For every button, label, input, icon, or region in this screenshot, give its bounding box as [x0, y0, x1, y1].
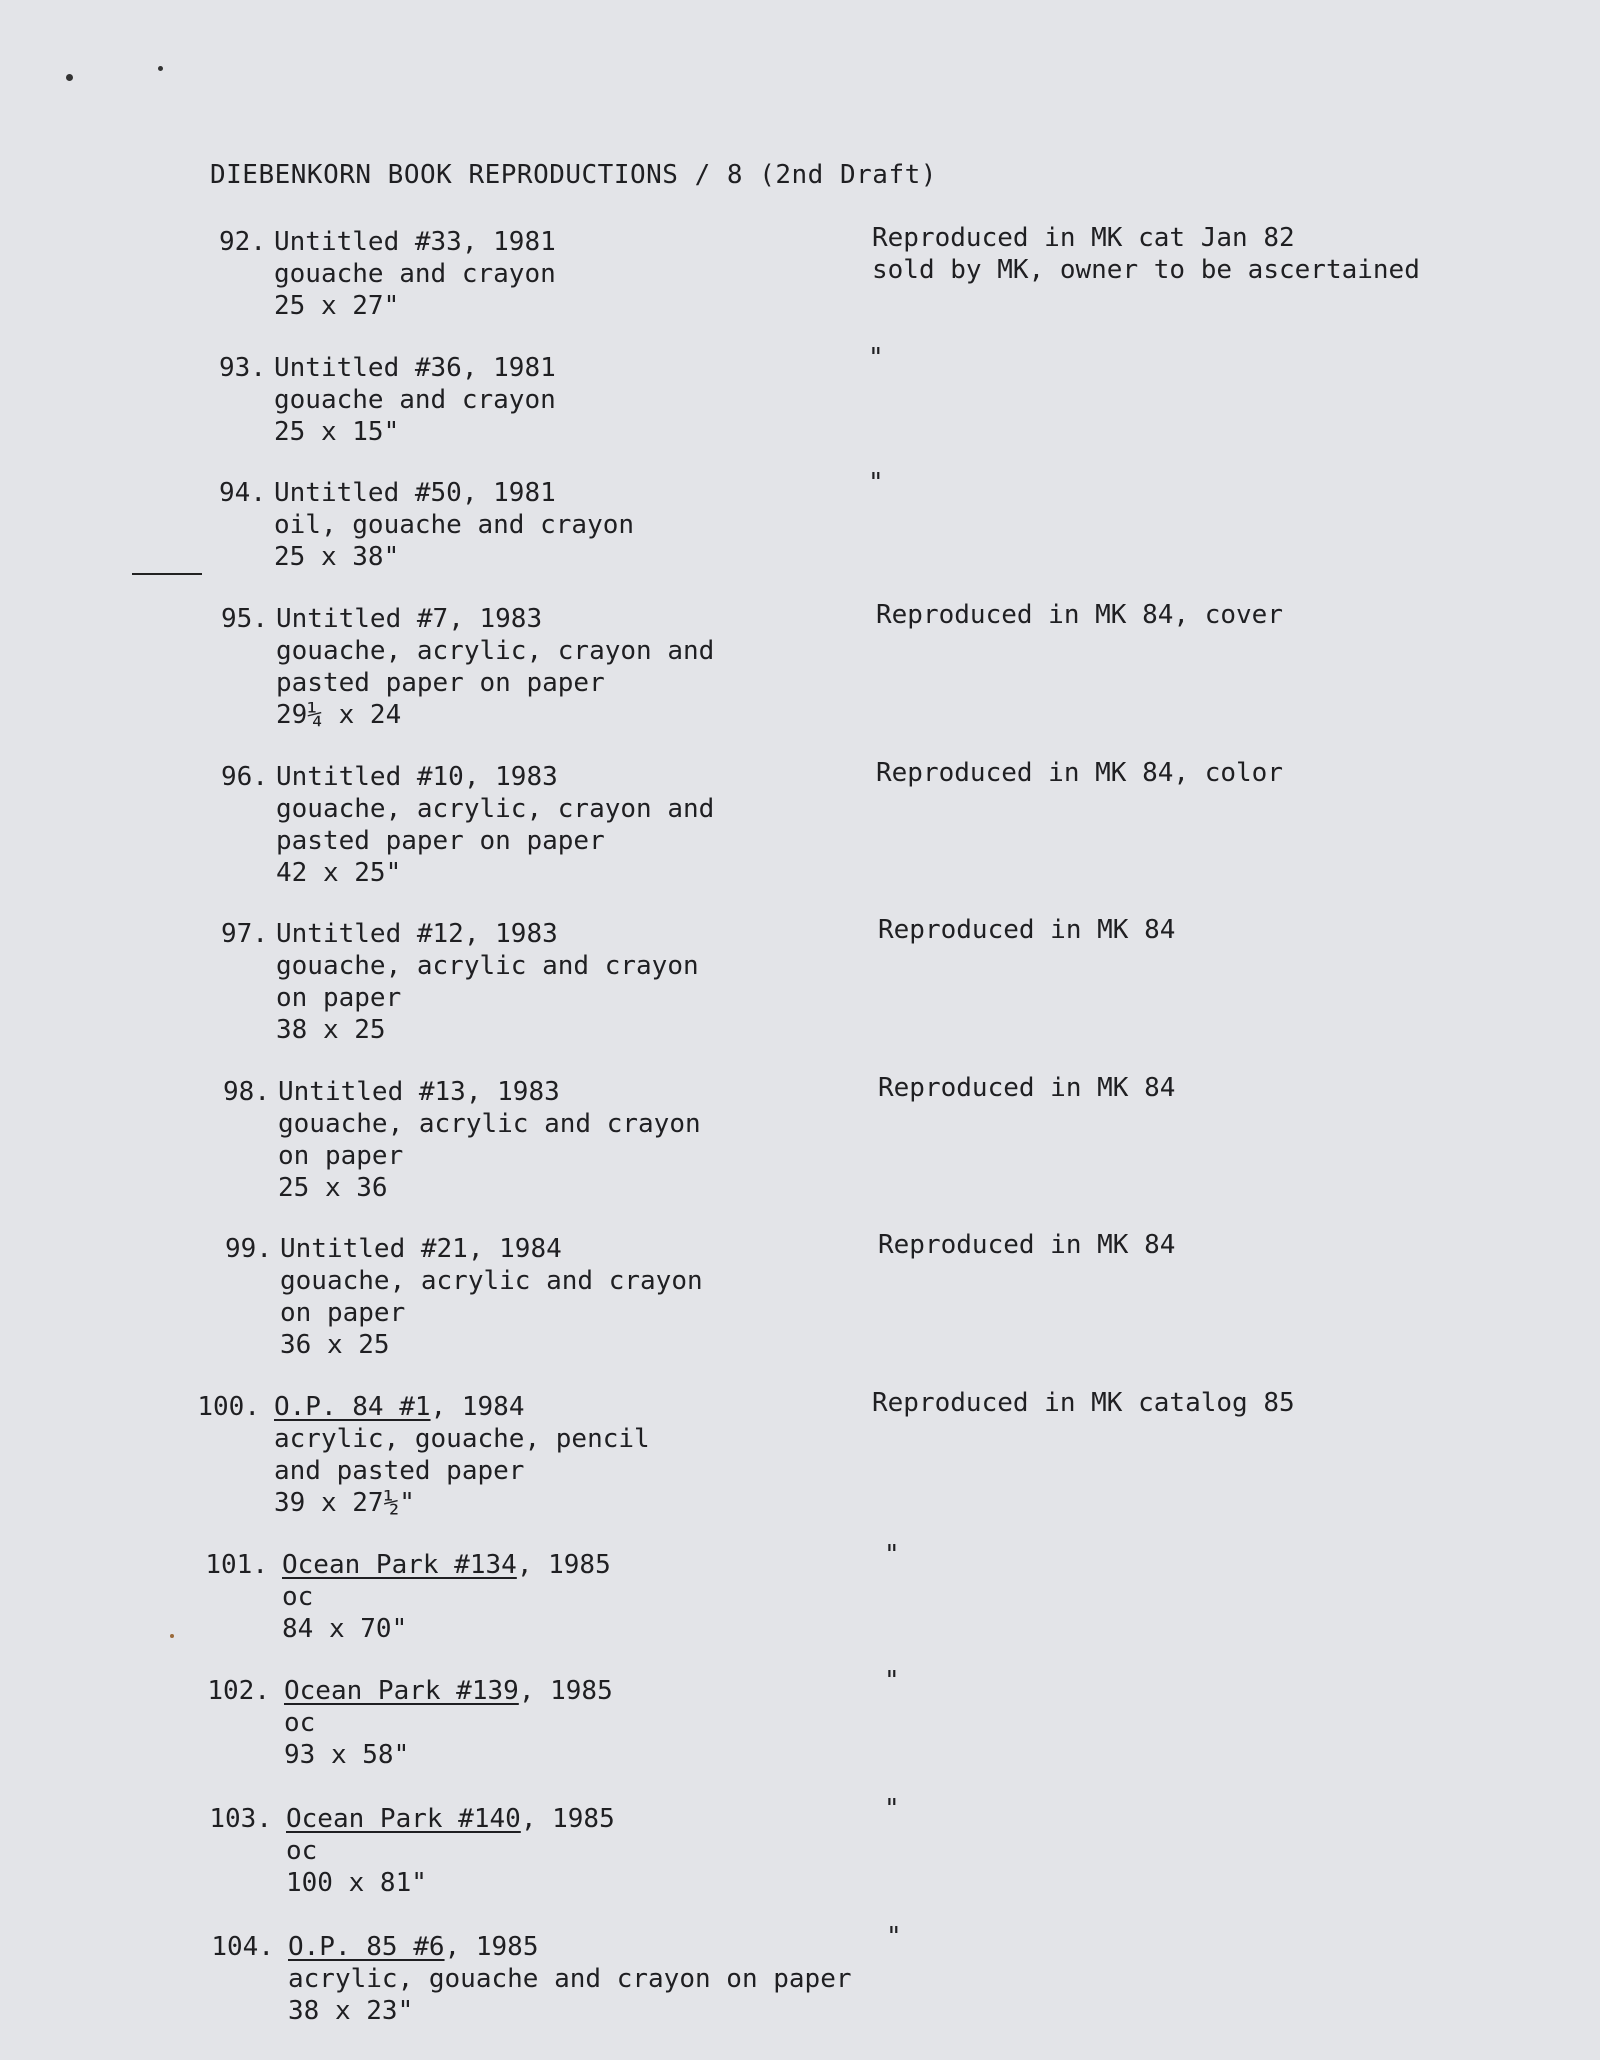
artwork-year: , 1981 [461, 227, 556, 257]
ditto-mark: " [884, 1666, 900, 1696]
artwork-year: , 1983 [463, 919, 558, 949]
artwork-dimensions: 38 x 23" [288, 1996, 414, 2026]
entry-number: 102. [207, 1676, 270, 1706]
ditto-mark: " [886, 1922, 902, 1952]
artwork-title: Ocean Park #139 [284, 1676, 519, 1706]
entry-number: 99. [225, 1234, 272, 1264]
entry-description [276, 603, 714, 731]
artwork-title: O.P. 85 #6 [288, 1932, 445, 1962]
artwork-title: Untitled #10 [276, 762, 464, 792]
entry-number: 103. [209, 1804, 272, 1834]
artwork-dimensions: 25 x 38" [274, 542, 400, 572]
artwork-medium: gouache, acrylic and crayon [278, 1109, 701, 1139]
entry-description [282, 1549, 611, 1645]
artwork-year: , 1983 [465, 1077, 560, 1107]
artwork-title: Ocean Park #140 [286, 1804, 521, 1834]
artwork-dimensions: 25 x 27" [274, 291, 400, 321]
artwork-title: Untitled #12 [276, 919, 464, 949]
entry-description [284, 1675, 613, 1771]
artwork-medium: on paper [276, 983, 402, 1013]
artwork-medium: gouache and crayon [274, 385, 556, 415]
ditto-mark: " [884, 1540, 900, 1570]
ditto-mark: " [884, 1794, 900, 1824]
ditto-mark: " [868, 343, 884, 373]
artwork-medium: oc [282, 1582, 314, 1612]
artwork-year: , 1985 [518, 1676, 613, 1706]
page-title: DIEBENKORN BOOK REPRODUCTIONS / 8 (2nd Draft) [210, 160, 937, 190]
entry-description [276, 918, 699, 1046]
reproduction-note [878, 914, 1175, 946]
note-line: Reproduced in MK 84 [878, 1073, 1176, 1103]
entry-number: 98. [223, 1077, 270, 1107]
entry-number: 93. [219, 353, 266, 383]
artwork-dimensions: 38 x 25 [276, 1015, 386, 1045]
artwork-title: O.P. 84 #1 [274, 1392, 431, 1422]
artwork-title: Untitled #7 [276, 604, 449, 634]
artwork-year: , 1985 [520, 1804, 615, 1834]
artwork-dimensions: 42 x 25" [276, 858, 402, 888]
entry-number: 101. [205, 1550, 268, 1580]
reproduction-note [876, 757, 1283, 789]
reproduction-note [878, 1072, 1175, 1104]
entry-description [274, 1391, 650, 1519]
artwork-medium: gouache, acrylic and crayon [280, 1266, 703, 1296]
entry-description [274, 477, 634, 573]
artwork-medium: on paper [278, 1141, 404, 1171]
note-line: Reproduced in MK catalog 85 [872, 1388, 1295, 1418]
artwork-title: Untitled #33 [274, 227, 462, 257]
artwork-medium: gouache and crayon [274, 259, 556, 289]
entry-number: 104. [211, 1932, 274, 1962]
artwork-dimensions: 84 x 70" [282, 1614, 408, 1644]
artwork-medium: oc [284, 1708, 316, 1738]
reproduction-note [872, 1387, 1295, 1419]
entry-description [280, 1233, 703, 1361]
ditto-mark: " [868, 468, 884, 498]
artwork-medium: and pasted paper [274, 1456, 525, 1486]
entry-number: 96. [221, 762, 268, 792]
artwork-dimensions: 100 x 81" [286, 1868, 427, 1898]
artwork-year: , 1983 [448, 604, 543, 634]
note-line: Reproduced in MK 84 [878, 1230, 1176, 1260]
artwork-medium: oil, gouache and crayon [274, 510, 635, 540]
artwork-year: , 1985 [444, 1932, 539, 1962]
artwork-year: , 1984 [467, 1234, 562, 1264]
reproduction-note [878, 1229, 1175, 1261]
entry-description [274, 226, 556, 322]
artwork-title: Ocean Park #134 [282, 1550, 517, 1580]
note-line: Reproduced in MK 84, color [876, 758, 1283, 788]
ink-speck [66, 74, 73, 81]
artwork-year: , 1983 [463, 762, 558, 792]
note-line: sold by MK, owner to be ascertained [872, 255, 1420, 285]
artwork-dimensions: 29¼ x 24 [276, 700, 402, 730]
artwork-medium: gouache, acrylic, crayon and [276, 794, 715, 824]
artwork-title: Untitled #13 [278, 1077, 466, 1107]
entry-number: 95. [221, 604, 268, 634]
artwork-title: Untitled #36 [274, 353, 462, 383]
ink-speck [170, 1634, 174, 1638]
artwork-dimensions: 25 x 36 [278, 1173, 388, 1203]
entry-description [286, 1803, 615, 1899]
entry-description [276, 761, 714, 889]
artwork-dimensions: 93 x 58" [284, 1740, 410, 1770]
entry-description [288, 1931, 852, 2027]
artwork-year: , 1981 [461, 478, 556, 508]
artwork-medium: pasted paper on paper [276, 826, 605, 856]
ink-speck [158, 66, 163, 71]
reproduction-note [872, 222, 1420, 286]
artwork-year: , 1984 [430, 1392, 525, 1422]
artwork-medium: oc [286, 1836, 318, 1866]
entry-number: 92. [219, 227, 266, 257]
entry-description [274, 352, 556, 448]
artwork-medium: acrylic, gouache, pencil [274, 1424, 650, 1454]
entry-number: 97. [221, 919, 268, 949]
artwork-medium: gouache, acrylic, crayon and [276, 636, 715, 666]
artwork-medium: pasted paper on paper [276, 668, 605, 698]
entry-number: 94. [219, 478, 266, 508]
artwork-dimensions: 39 x 27½" [274, 1488, 415, 1518]
artwork-year: , 1985 [516, 1550, 611, 1580]
note-line: Reproduced in MK 84 [878, 915, 1176, 945]
entry-number: 100. [197, 1392, 260, 1422]
artwork-medium: acrylic, gouache and crayon on paper [288, 1964, 852, 1994]
note-line: Reproduced in MK cat Jan 82 [872, 223, 1295, 253]
artwork-dimensions: 25 x 15" [274, 417, 400, 447]
artwork-dimensions: 36 x 25 [280, 1330, 390, 1360]
artwork-title: Untitled #21 [280, 1234, 468, 1264]
margin-dash [132, 573, 202, 575]
reproduction-note [876, 599, 1283, 631]
note-line: Reproduced in MK 84, cover [876, 600, 1283, 630]
artwork-title: Untitled #50 [274, 478, 462, 508]
artwork-year: , 1981 [461, 353, 556, 383]
entry-description [278, 1076, 701, 1204]
artwork-medium: gouache, acrylic and crayon [276, 951, 699, 981]
artwork-medium: on paper [280, 1298, 406, 1328]
